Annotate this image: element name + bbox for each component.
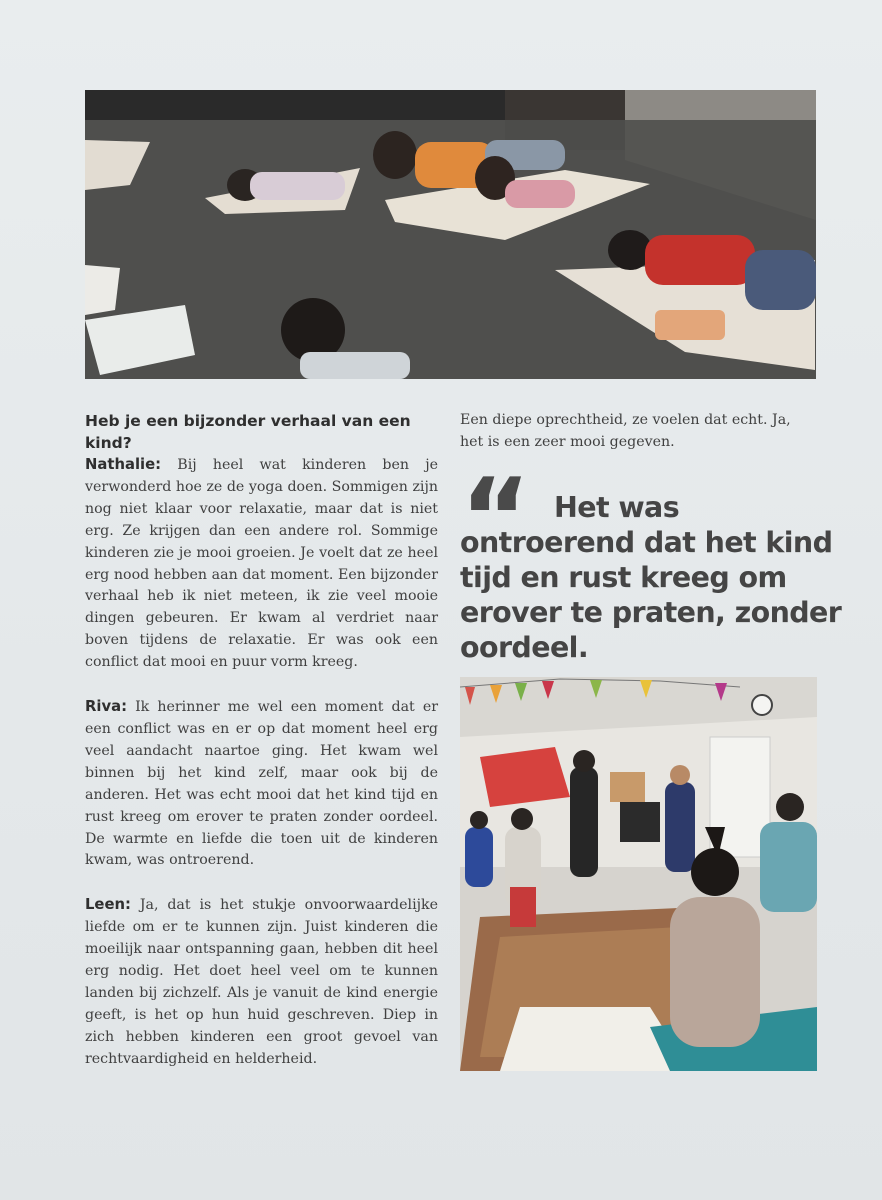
photo-top-illustration <box>85 90 816 379</box>
speaker-name: Riva: <box>85 698 128 716</box>
continuation-paragraph: Een diepe oprechtheid, ze voelen dat echt. Ja, het is een zeer mooi gegeven. <box>460 412 791 450</box>
answer-paragraph-leen <box>85 894 438 1070</box>
answer-paragraph-nathalie <box>85 454 438 674</box>
quote-mark-icon: “ <box>460 456 525 581</box>
photo-top-children-relaxation <box>85 90 816 379</box>
answer-text: Bij heel wat kinderen ben je verwonderd hoe ze de yoga doen. Sommigen zijn nog niet klaar voor relaxatie, maar dat is niet erg. Ze krijgen dan een andere rol. Sommige kinderen zie je mooi groeien. Je voelt dat ze heel erg nood hebben aan dat moment. Een bijzonder verhaal heb ik niet meteen, ik zie veel mooie dingen gebeuren. Er kwam al verdriet naar boven tijdens de relaxatie. Er was ook een conflict dat mooi en puur vorm kreeg. <box>85 457 438 671</box>
answer-text: Ik herinner me wel een moment dat er een conflict was en er op dat moment heel erg veel aandacht naartoe ging. Het kwam wel binnen bij het kind zelf, maar ook bij de anderen. Het was echt mooi dat het kind tijd en rust kreeg om erover te praten zonder oordeel. De warmte en liefde die toen uit de kinderen kwam, was ontroerend. <box>85 699 438 869</box>
photo-bottom-children-yoga-pose <box>460 677 817 1071</box>
pull-quote: Het was ontroerend dat het kind tijd en rust kreeg om erover te praten, zonder oordeel. <box>460 491 842 664</box>
photo-bottom-illustration <box>460 677 817 1071</box>
article-left-column <box>85 410 438 1071</box>
speaker-name: Nathalie: <box>85 456 162 473</box>
answer-text: Ja, dat is het stukje onvoorwaardelijke liefde om er te kunnen zijn. Juist kinderen die moeilijk naar ontspanning gaan, hebben dit heel erg nodig. Het doet heel veel om te kunnen landen bij zichzelf. Als je vanuit de kind energie geeft, is het op hun huid geschreven. Diep in zich hebben kinderen een groot gevoel van rechtvaardigheid en helderheid. <box>85 897 438 1067</box>
speaker-name: Leen: <box>85 896 131 914</box>
article-right-column <box>460 410 817 454</box>
interview-question: Heb je een bijzonder verhaal van een kind? <box>85 412 411 452</box>
answer-paragraph-riva <box>85 696 438 872</box>
